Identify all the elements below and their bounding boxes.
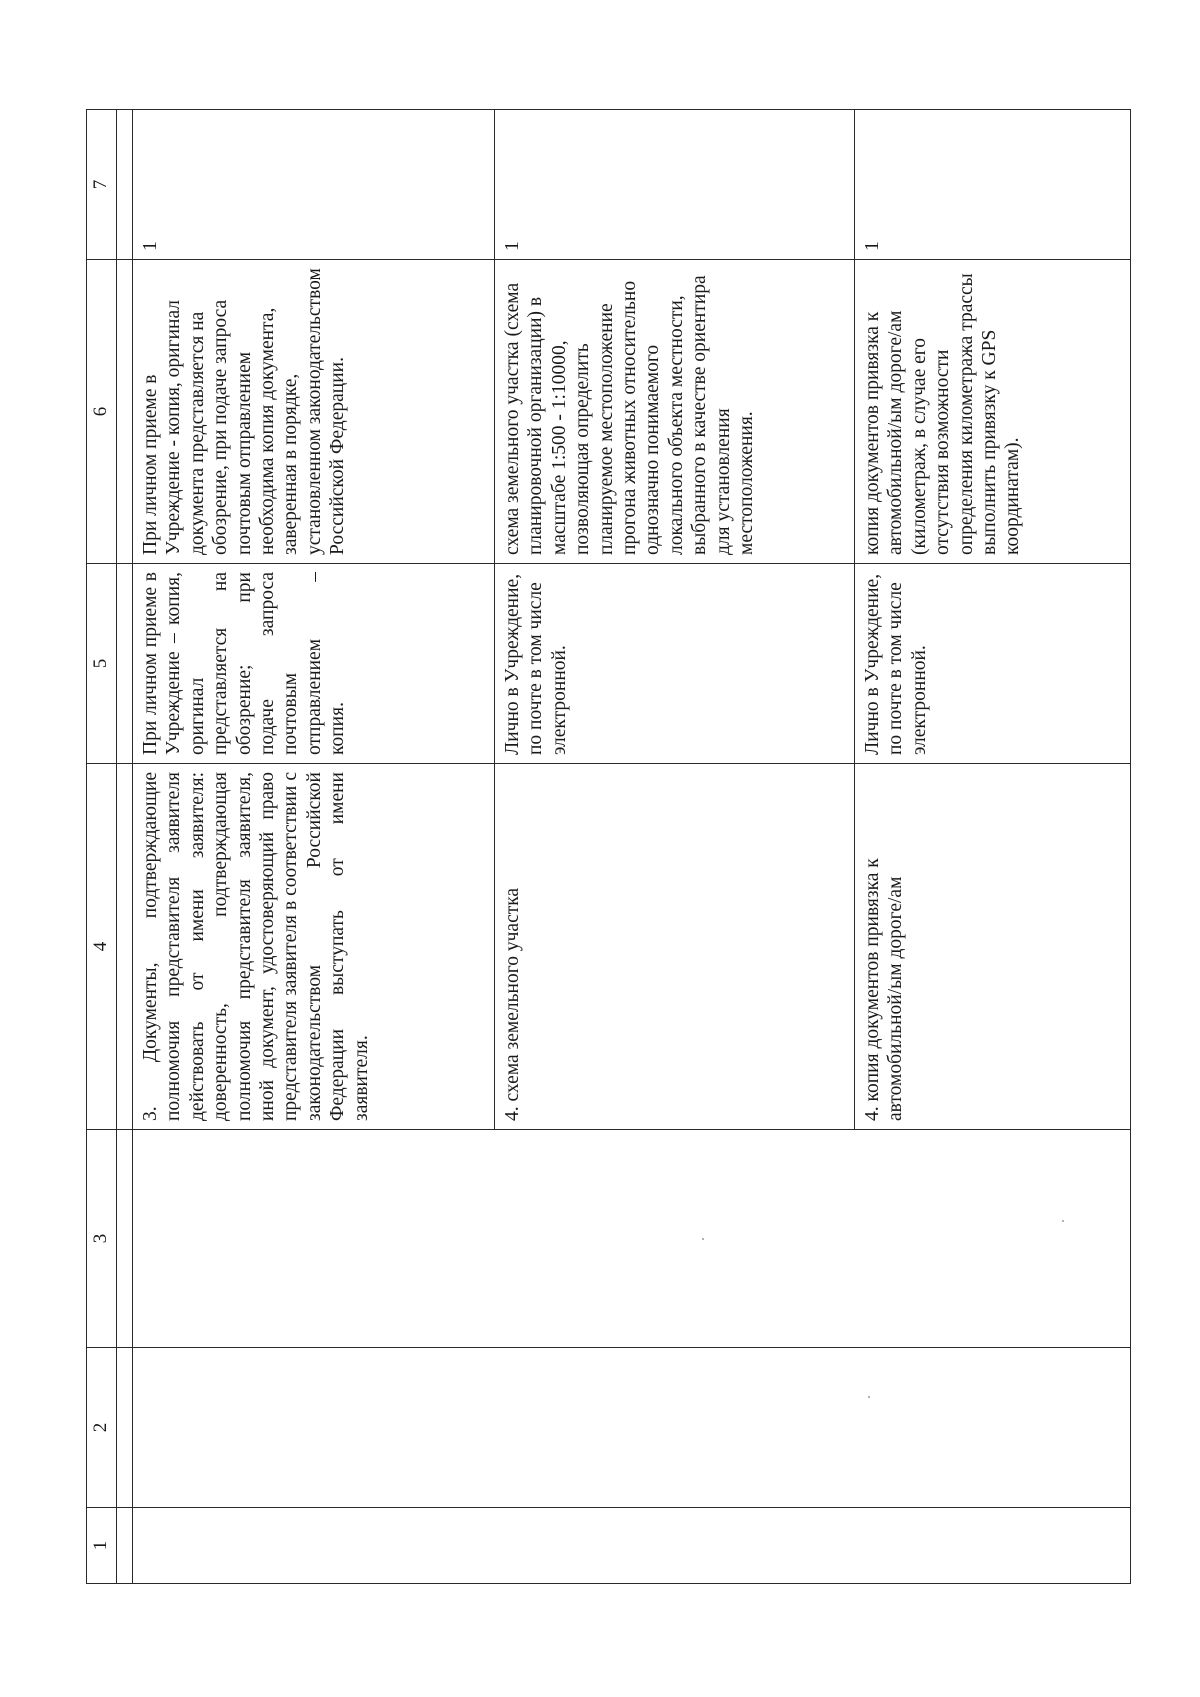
- column-number: 5: [87, 564, 117, 764]
- column-number: 1: [87, 1508, 117, 1584]
- count-cell: 1: [495, 110, 855, 260]
- cell-col-3: [133, 1130, 1131, 1348]
- column-number: 3: [87, 1130, 117, 1348]
- column-number: 2: [87, 1348, 117, 1508]
- count-cell: 1: [855, 110, 1131, 260]
- submission-method-cell: При личном приеме в Учреждение – копия, оригинал представляется на обозрение; при подаче запроса почтовым отправлением – копия.: [133, 564, 495, 764]
- submission-method-cell: Лично в Учреждение, по почте в том числе электронной.: [855, 564, 1131, 764]
- scan-speck: [1062, 1220, 1064, 1222]
- rotated-table-container: [86, 110, 1130, 1584]
- document-name-cell: 4. схема земельного участка: [495, 764, 855, 1130]
- cell-col-2: [133, 1348, 1131, 1508]
- table-row: [133, 110, 495, 1584]
- scan-speck: [702, 1238, 704, 1240]
- column-number: 6: [87, 260, 117, 564]
- requirements-cell: копия документов привязка к автомобильной/ым дороге/ам (километраж, в случае его отсутствия возможности определения километража трассы выполнить привязку к GPS координатам).: [855, 260, 1131, 564]
- requirements-cell: При личном приеме в Учреждение - копия, оригинал документа представляется на обозрение, при подаче запроса почтовым отправлением необходима копия документа, заверенная в порядке, установленном законодательством Российской Федерации.: [133, 260, 495, 564]
- column-number: 4: [87, 764, 117, 1130]
- document-name-cell: 3. Документы, подтверждающие полномочия представителя заявителя действовать от имени заявителя: доверенность, подтверждающая полномочия представителя заявителя, иной документ, удостоверяющий право представителя заявителя в соответствии с законодательством Российской Федерации выступать от имени заявителя.: [133, 764, 495, 1130]
- scan-speck: [868, 1396, 870, 1398]
- column-number-row: [87, 110, 117, 1584]
- documents-table: [86, 109, 1131, 1584]
- column-number: 7: [87, 110, 117, 260]
- spacer-row: [117, 110, 133, 1584]
- requirements-cell: схема земельного участка (схема планировочной организации) в масштабе 1:500 - 1:10000, позволяющая определить планируемое местоположение прогона животных относительно однозначно понимаемого локального объекта местности, выбранного в качестве ориентира для установления местоположения.: [495, 260, 855, 564]
- count-cell: 1: [133, 110, 495, 260]
- submission-method-cell: Лично в Учреждение, по почте в том числе электронной.: [495, 564, 855, 764]
- cell-col-1: [133, 1508, 1131, 1584]
- document-name-cell: 4. копия документов привязка к автомобильной/ым дороге/ам: [855, 764, 1131, 1130]
